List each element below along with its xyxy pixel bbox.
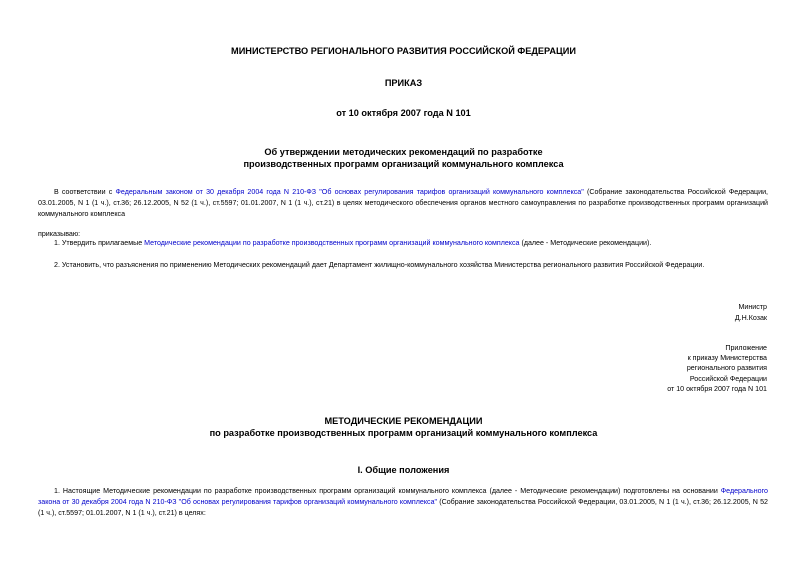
preamble-paragraph (38, 187, 768, 220)
preamble-text-after: (Собрание законодательства Российской Федерации, 03.01.2005, N 1 (1 ч.), ст.36; 26.12.2005, N 52 (1 ч.), ст.5597; 01.01.2007, N 1 (1 ч.), ст.21) в целях методического обеспечения органов местного самоуправления по разработке производственных программ организаций коммунального комплекса (38, 188, 769, 218)
appendix-line3: регионального развития (686, 364, 767, 373)
section1-federal-law-link[interactable]: Федерального закона от 30 декабря 2004 года N 210-ФЗ "Об основах регулирования тарифов организаций коммунального комплекса" (38, 487, 768, 506)
section1-title: I. Общие положения (357, 465, 450, 475)
recommendations-subtitle: по разработке производственных программ организаций коммунального комплекса (209, 428, 598, 438)
order-item-1 (54, 238, 768, 249)
preamble-text-before: В соответствии с (54, 188, 116, 196)
order-subject-line2: производственных программ организаций коммунального комплекса (243, 159, 564, 169)
methodical-recommendations-link[interactable]: Методические рекомендации по разработке производственных программ организаций коммунального комплекса (144, 239, 520, 247)
item1-text-before: 1. Утвердить прилагаемые (54, 239, 145, 247)
federal-law-link[interactable]: Федеральным законом от 30 декабря 2004 года N 210-ФЗ "Об основах регулирования тарифов организаций коммунального комплекса" (115, 188, 584, 196)
signature-block (735, 302, 767, 324)
appendix-line5: от 10 октября 2007 года N 101 (667, 384, 767, 393)
appendix-line1: Приложение (725, 344, 767, 352)
order-subject-line1: Об утверждении методических рекомендаций по разработке (264, 147, 543, 157)
recommendations-title: МЕТОДИЧЕСКИЕ РЕКОМЕНДАЦИИ (324, 416, 483, 426)
appendix-line2: к приказу Министерства (687, 354, 767, 363)
appendix-line4: Российской Федерации (689, 374, 767, 383)
order-subject (0, 146, 807, 170)
order-title: ПРИКАЗ (384, 78, 423, 88)
appendix-block (667, 343, 767, 394)
order-item-2: 2. Установить, что разъяснения по применению Методических рекомендаций дает Департамент жилищно-коммунального хозяйства Министерства регионального развития Российской Федерации. (54, 261, 705, 269)
item1-text-after: (далее - Методические рекомендации). (519, 239, 652, 247)
recommendations-heading (0, 415, 807, 439)
order-date: от 10 октября 2007 года N 101 (336, 108, 471, 118)
signature-title: Министр (738, 303, 767, 311)
section1-text-after: (Собрание законодательства Российской Федерации, 03.01.2005, N 1 (1 ч.), ст.36; 26.12.2005, N 52 (1 ч.), ст.5597; 01.01.2007, N 1 (1 ч.), ст.21) в целях: (38, 498, 768, 517)
signature-name: Д.Н.Козак (734, 314, 767, 322)
ministry-title: МИНИСТЕРСТВО РЕГИОНАЛЬНОГО РАЗВИТИЯ РОССИЙСКОЙ ФЕДЕРАЦИИ (231, 46, 576, 56)
order-word: приказываю: (38, 230, 81, 238)
section1-text-before: 1. Настоящие Методические рекомендации по разработке производственных программ организаций коммунального комплекса (далее - Методические рекомендации) подготовлены на основании (54, 487, 721, 495)
section1-paragraph (38, 486, 768, 519)
